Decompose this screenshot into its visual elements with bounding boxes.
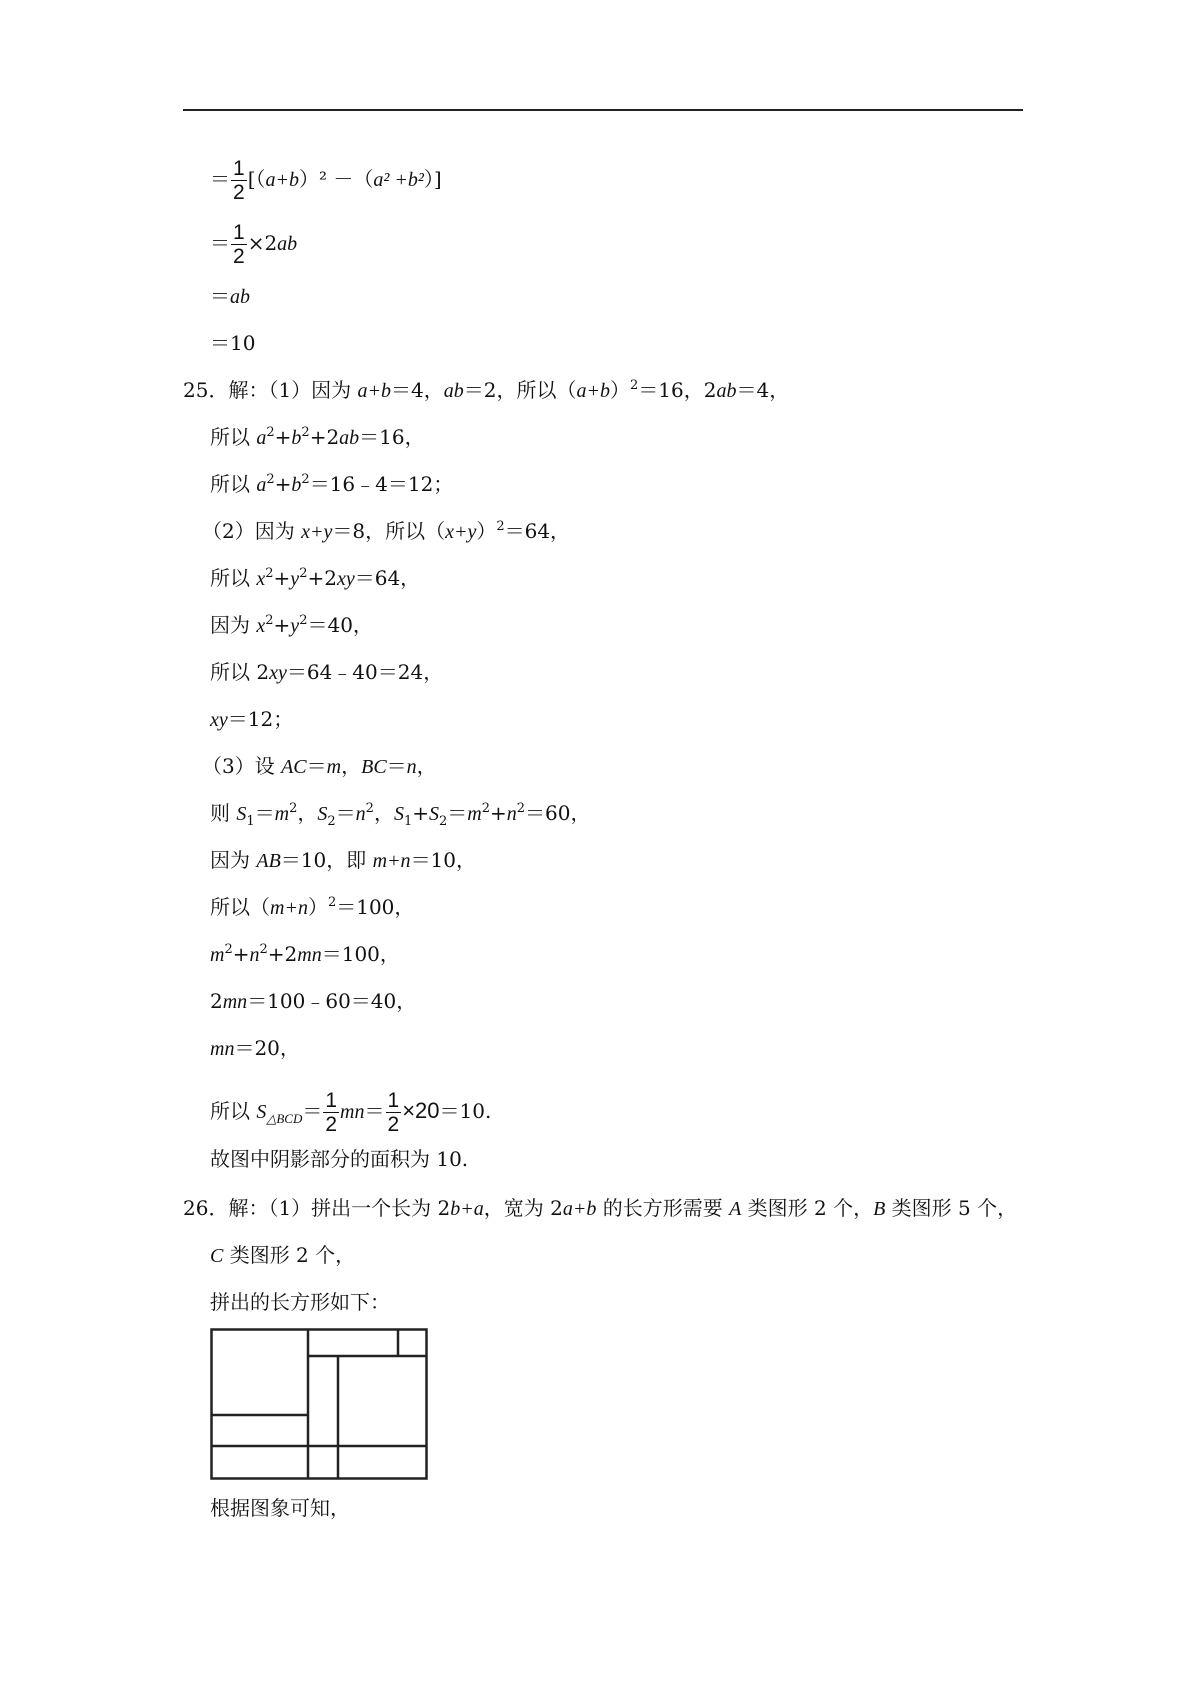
solution-line: 根据图象可知， — [210, 1496, 350, 1520]
solution-line: 2mn＝100﹣60＝40， — [210, 989, 417, 1013]
equation-line: ＝ $\frac{1}{2}$ [（a+b）² －（a² +b²）] — [210, 157, 442, 204]
equation-line: ＝ab — [210, 284, 250, 308]
fraction: $\frac{1}{2}$ — [325, 1089, 338, 1136]
solution-line: 则 $S_1=m^2$，$S_2=n^2$，$S_1+S_2=m^2+n^2=60$， — [210, 801, 591, 829]
solution-line: 所以 2xy＝64﹣40＝24， — [210, 660, 444, 684]
solution-line: 因为 AB＝10，即 m+n＝10， — [210, 848, 477, 872]
solution-line: $m^2+n^2+2mn=100$， — [210, 942, 400, 966]
solution-conclusion: 故图中阴影部分的面积为 10. — [210, 1147, 469, 1171]
question-25-heading: 25．解：（1）因为 a+b＝4，ab＝2，所以$(a+b)^2=16$，2ab＝4， — [183, 378, 790, 402]
equation-line: ＝10 — [210, 331, 256, 355]
solution-line: mn＝20， — [210, 1036, 300, 1060]
solution-line: 所以$(m+n)^2=100$， — [210, 895, 415, 919]
question-26-heading: 26．解：（1）拼出一个长为 2b+a，宽为 2a+b 的长方形需要 A 类图形 2 个，B 类图形 5 个， — [183, 1196, 1018, 1220]
solution-line: （3）设 AC＝m，BC＝n， — [202, 754, 437, 778]
outer-rectangle — [212, 1330, 427, 1479]
solution-line: 所以 $a^2+b^2+2ab=16$， — [210, 425, 425, 449]
solution-line: C 类图形 2 个， — [210, 1243, 356, 1267]
header-rule — [183, 109, 1023, 111]
solution-line: 所以 $S_{\triangle BCD}=$ $\frac{1}{2}$ mn＝ $\frac{1}{2}$ ×20＝10. — [210, 1089, 492, 1136]
solution-line: xy＝12； — [210, 707, 294, 731]
solution-line: 所以 $x^2+y^2+2xy=64$， — [210, 566, 421, 590]
solution-line: 所以 $a^2+b^2=16﹣4=12$； — [210, 472, 454, 496]
equation-line: ＝ $\frac{1}{2}$ ×2ab — [210, 221, 298, 268]
rectangle-figure — [210, 1328, 428, 1480]
solution-line: （2）因为 x+y＝8，所以$(x+y)^2=64$， — [202, 519, 571, 543]
solution-line: 拼出的长方形如下： — [210, 1290, 390, 1314]
solution-line: 因为 $x^2+y^2=40$， — [210, 613, 373, 637]
fraction: $\frac{1}{2}$ — [387, 1089, 400, 1136]
fraction: $\frac{1}{2}$ — [233, 221, 245, 268]
fraction: $\frac{1}{2}$ — [233, 157, 245, 204]
